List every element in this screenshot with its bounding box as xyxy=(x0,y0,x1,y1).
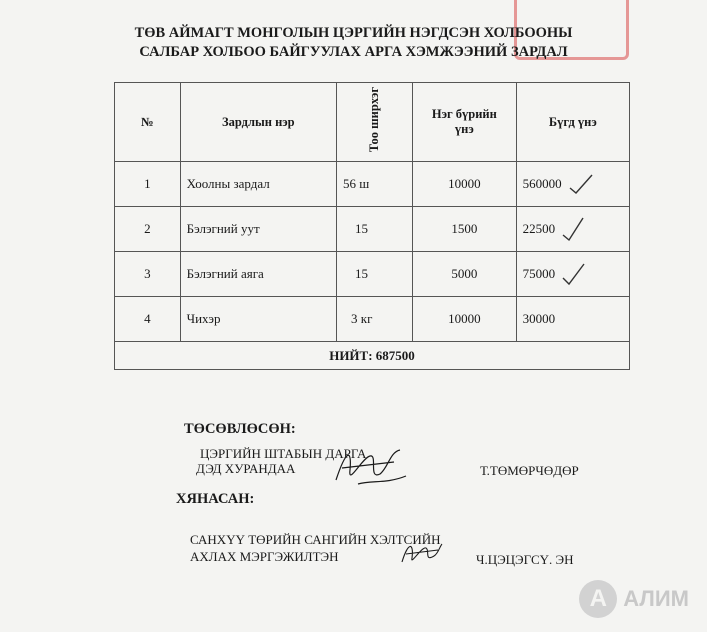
header-quantity-label: Тоо ширхэг xyxy=(366,87,381,153)
signature-prepared xyxy=(328,440,410,492)
cell-total-value: 560000 xyxy=(522,176,562,191)
table-row xyxy=(115,297,630,342)
cell-quantity: 3 кг xyxy=(337,297,413,342)
prepared-name: Т.ТӨМӨРЧӨДӨР xyxy=(480,463,579,478)
prepared-position-line2: ДЭД ХУРАНДАА xyxy=(196,461,296,476)
cell-total xyxy=(516,297,629,342)
cell-number: 2 xyxy=(115,207,181,252)
document-title-line1: ТӨВ АЙМАГТ МОНГОЛЫН ЦЭРГИЙН НЭГДСЭН ХОЛБООНЫ xyxy=(134,25,573,41)
watermark-text: АЛИМ xyxy=(623,586,689,611)
cell-name: Хоолны зардал xyxy=(180,162,336,207)
checked-position-line1: САНХҮҮ ТӨРИЙН САНГИЙН ХЭЛТСИЙН xyxy=(190,532,441,547)
cell-unit-price: 1500 xyxy=(413,207,517,252)
cell-name: Чихэр xyxy=(180,297,336,342)
header-number: № xyxy=(115,83,181,162)
table-row xyxy=(115,207,630,252)
cell-number: 1 xyxy=(115,162,181,207)
prepared-position-line1: ЦЭРГИЙН ШТАБЫН ДАРГА xyxy=(200,446,367,461)
cell-unit-price: 10000 xyxy=(413,297,517,342)
signature-checked xyxy=(398,536,444,570)
cell-total-value: 30000 xyxy=(522,311,556,327)
cell-quantity: 56 ш xyxy=(337,162,413,207)
header-quantity xyxy=(337,83,413,162)
prepared-heading: ТӨСӨВЛӨСӨН: xyxy=(184,421,296,437)
cell-total xyxy=(516,207,629,252)
expense-table xyxy=(114,82,630,370)
check-mark-icon xyxy=(561,216,587,242)
cell-name: Бэлэгний уут xyxy=(180,207,336,252)
check-mark-icon xyxy=(561,262,587,286)
cell-quantity: 15 xyxy=(337,252,413,297)
cell-total xyxy=(516,162,629,207)
cell-total xyxy=(516,252,629,297)
table-row xyxy=(115,162,630,207)
cell-total-value: 22500 xyxy=(522,221,556,236)
header-unit-price: Нэг бүрийн үнэ xyxy=(413,83,517,162)
checked-heading: ХЯНАСАН: xyxy=(176,491,255,507)
header-name: Зардлын нэр xyxy=(180,83,336,162)
document-title-line2: САЛБАР ХОЛБОО БАЙГУУЛАХ АРГА ХЭМЖЭЭНИЙ ЗАРДАЛ xyxy=(139,44,568,60)
checked-name: Ч.ЦЭЦЭГСҮ. ЭН xyxy=(476,552,574,567)
cell-number: 4 xyxy=(115,297,181,342)
header-total: Бүгд үнэ xyxy=(516,83,629,162)
table-header-row xyxy=(115,83,630,162)
cell-quantity: 15 xyxy=(337,207,413,252)
cell-name: Бэлэгний аяга xyxy=(180,252,336,297)
grand-total: НИЙТ: 687500 xyxy=(115,342,630,370)
watermark-logo-icon: A xyxy=(579,580,617,618)
check-mark-icon xyxy=(568,173,594,195)
checked-position-line2: АХЛАХ МЭРГЭЖИЛТЭН xyxy=(190,549,339,564)
grand-total-row xyxy=(115,342,630,370)
table-row xyxy=(115,252,630,297)
cell-unit-price: 10000 xyxy=(413,162,517,207)
cell-total-value: 75000 xyxy=(522,266,556,281)
cell-number: 3 xyxy=(115,252,181,297)
watermark xyxy=(579,580,689,618)
cell-unit-price: 5000 xyxy=(413,252,517,297)
